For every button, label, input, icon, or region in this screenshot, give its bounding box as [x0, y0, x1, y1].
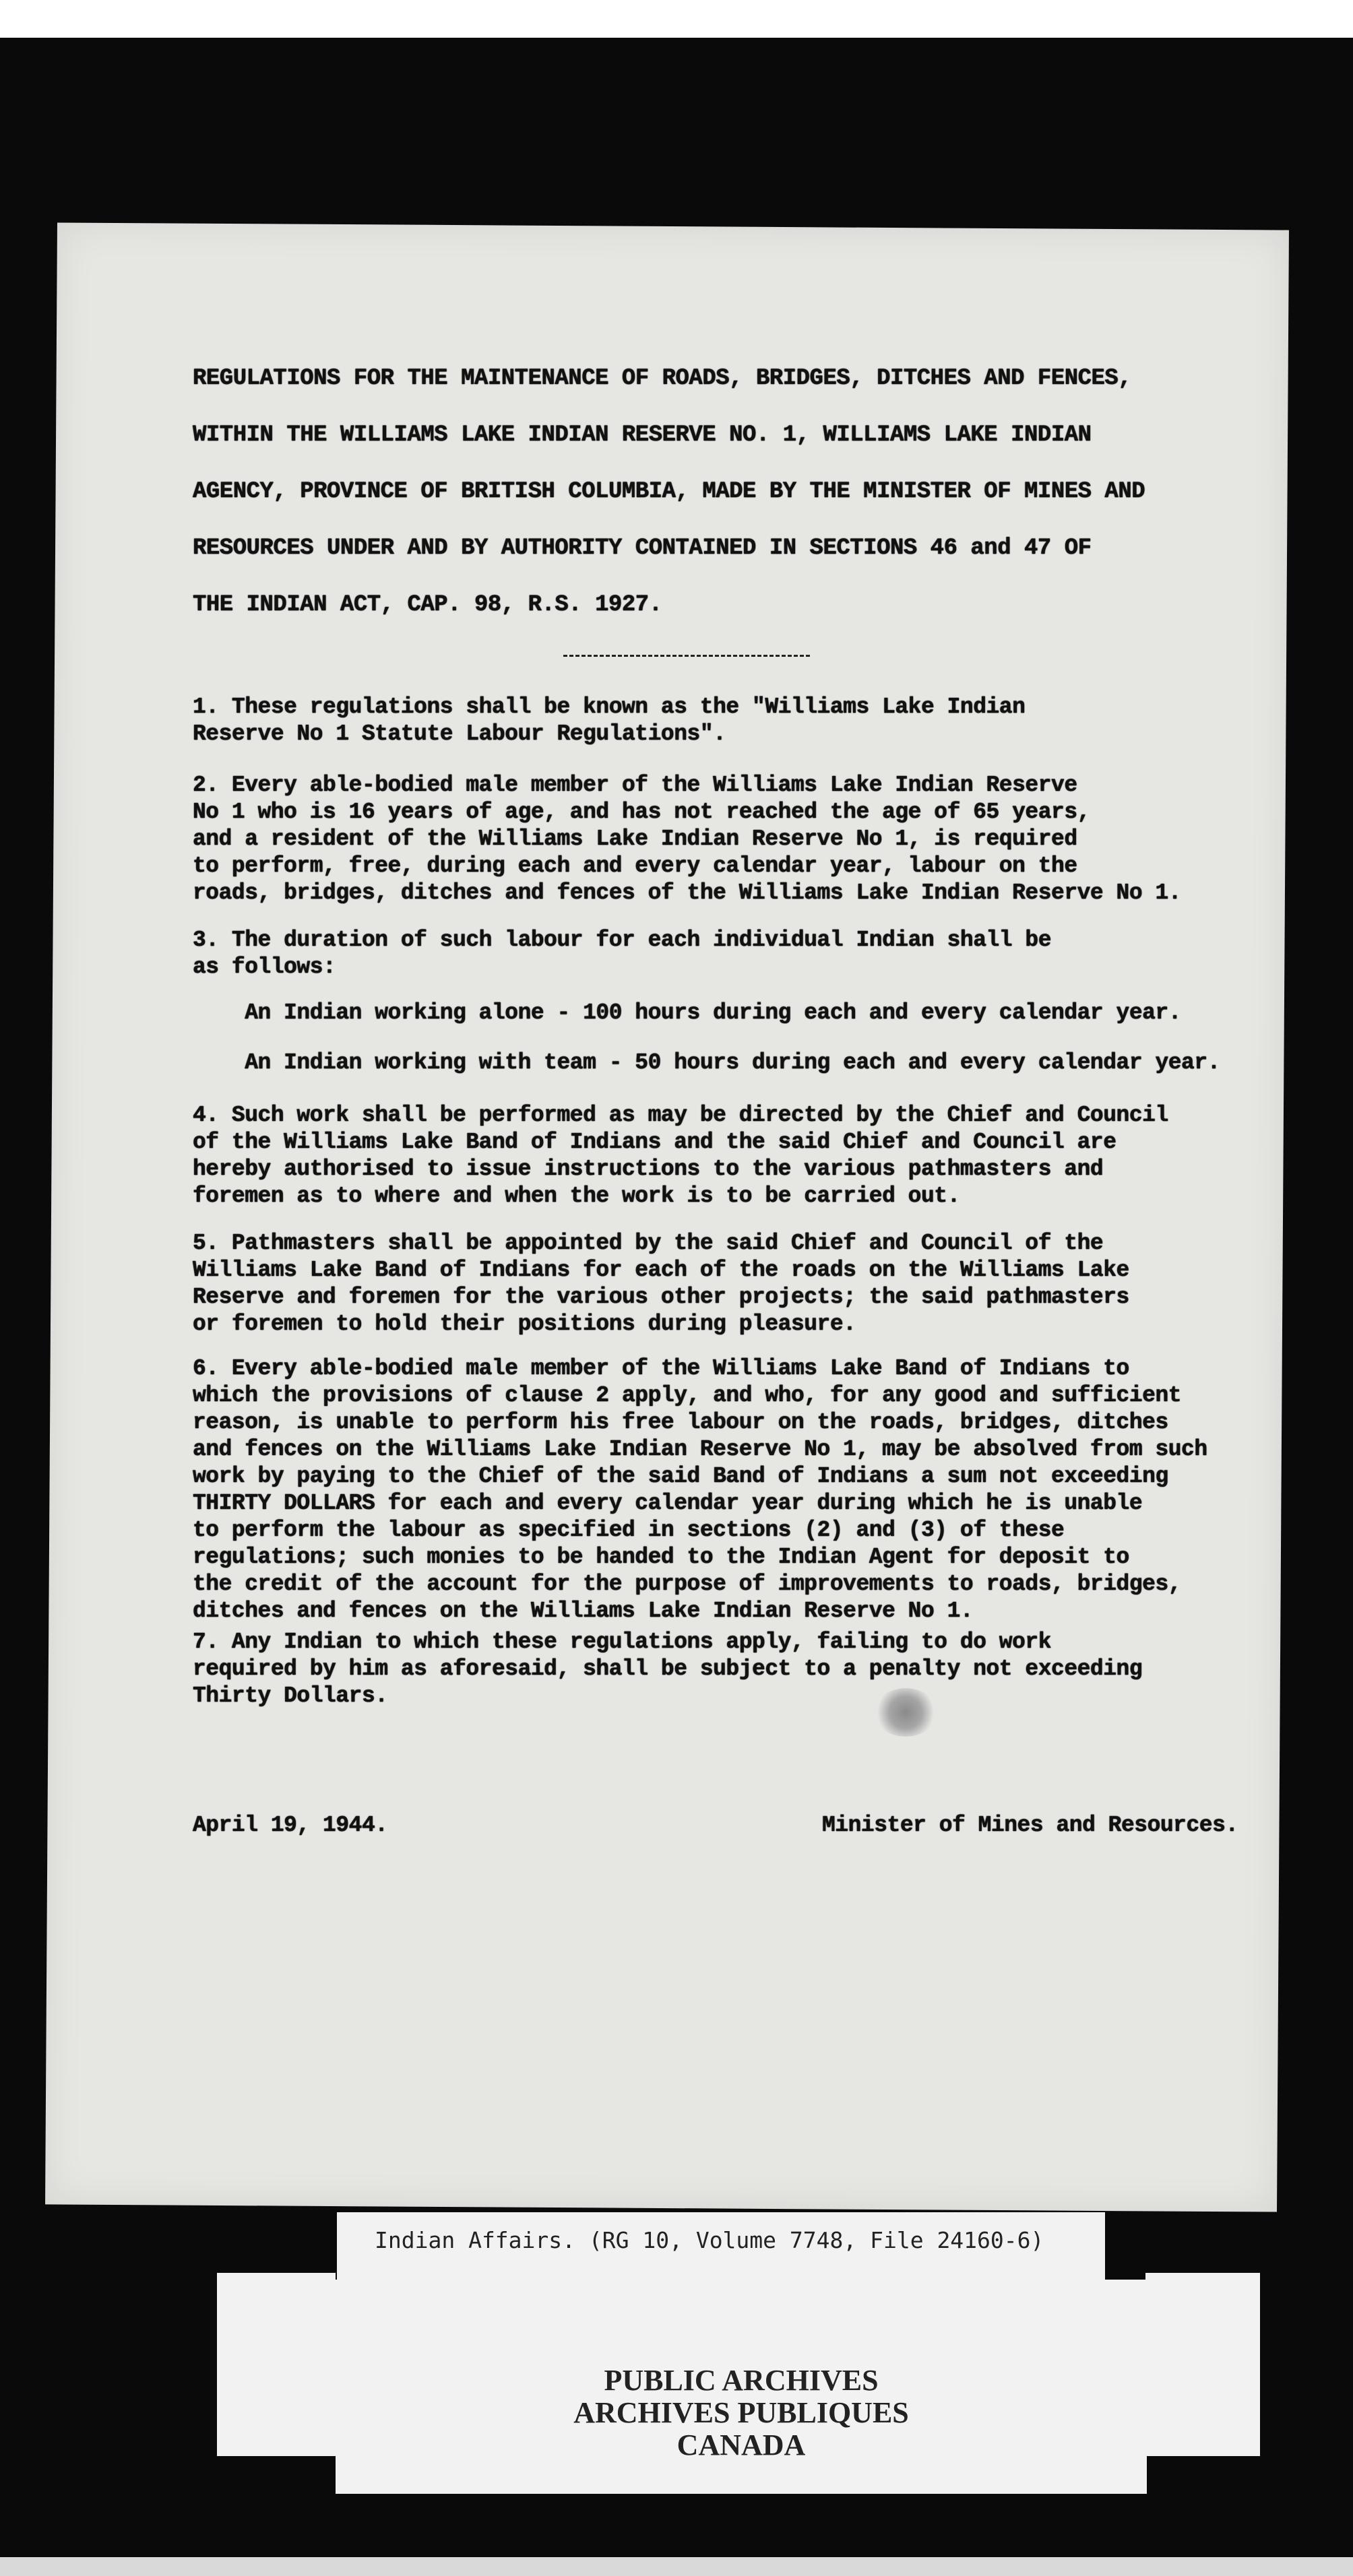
- clause-4-line-1: 4. Such work shall be performed as may be directed by the Chief and Council: [193, 1103, 1168, 1128]
- clause-2-line-2: No 1 who is 16 years of age, and has not reached the age of 65 years,: [193, 800, 1090, 825]
- clause-3-line-2: as follows:: [193, 955, 336, 979]
- clause-5-line-2: Williams Lake Band of Indians for each of the roads on the Williams Lake: [193, 1258, 1129, 1283]
- clause-5-line-3: Reserve and foremen for the various other projects; the said pathmasters: [193, 1285, 1129, 1310]
- clause-6-line-6: THIRTY DOLLARS for each and every calendar year during which he is unable: [193, 1491, 1143, 1516]
- film-edge-strip: [0, 2557, 1353, 2576]
- ink-blot: [873, 1688, 938, 1737]
- clause-6-line-8: regulations; such monies to be handed to the Indian Agent for deposit to: [193, 1545, 1129, 1570]
- clause-6-line-10: ditches and fences on the Williams Lake Indian Reserve No 1.: [193, 1599, 974, 1623]
- clause-6-line-7: to perform the labour as specified in sections (2) and (3) of these: [193, 1518, 1065, 1543]
- document-date: April 19, 1944.: [193, 1813, 388, 1838]
- archives-stamp-line-2: ARCHIVES PUBLIQUES: [573, 2396, 909, 2429]
- archives-stamp-line-1: PUBLIC ARCHIVES: [604, 2364, 879, 2397]
- clause-6-line-4: and fences on the Williams Lake Indian Reserve No 1, may be absolved from such: [193, 1437, 1207, 1462]
- clause-4-line-2: of the Williams Lake Band of Indians and the said Chief and Council are: [193, 1130, 1116, 1155]
- clause-4-line-4: foremen as to where and when the work is to be carried out.: [193, 1184, 960, 1209]
- clause-4-line-3: hereby authorised to issue instructions to the various pathmasters and: [193, 1157, 1104, 1182]
- title-line-5: THE INDIAN ACT, CAP. 98, R.S. 1927.: [193, 592, 662, 618]
- clause-7-line-2: required by him as aforesaid, shall be subject to a penalty not exceeding: [193, 1656, 1143, 1681]
- archives-stamp-line-3: CANADA: [676, 2428, 806, 2461]
- signatory: Minister of Mines and Resources.: [822, 1813, 1238, 1838]
- clause-2-line-4: to perform, free, during each and every calendar year, labour on the: [193, 854, 1077, 878]
- clause-7-line-3: Thirty Dollars.: [193, 1683, 388, 1708]
- clause-5-line-1: 5. Pathmasters shall be appointed by the said Chief and Council of the: [193, 1231, 1104, 1256]
- clause-3-line-1: 3. The duration of such labour for each individual Indian shall be: [193, 928, 1052, 953]
- clause-6-line-2: which the provisions of clause 2 apply, and who, for any good and sufficient: [193, 1383, 1182, 1408]
- clause-3-item-team: An Indian working with team - 50 hours during each and every calendar year.: [193, 1050, 1220, 1075]
- clause-1-line-1: 1. These regulations shall be known as the "Williams Lake Indian: [193, 695, 1026, 719]
- title-line-3: AGENCY, PROVINCE OF BRITISH COLUMBIA, MADE BY THE MINISTER OF MINES AND: [193, 479, 1145, 505]
- clause-5-line-4: or foremen to hold their positions during pleasure.: [193, 1312, 856, 1337]
- title-line-2: WITHIN THE WILLIAMS LAKE INDIAN RESERVE NO. 1, WILLIAMS LAKE INDIAN: [193, 422, 1092, 448]
- clause-6-line-9: the credit of the account for the purpose of improvements to roads, bridges,: [193, 1572, 1182, 1597]
- clause-1-line-2: Reserve No 1 Statute Labour Regulations".: [193, 721, 726, 746]
- clause-2-line-1: 2. Every able-bodied male member of the Williams Lake Indian Reserve: [193, 773, 1077, 798]
- title-line-4: RESOURCES UNDER AND BY AUTHORITY CONTAINED IN SECTIONS 46 and 47 OF: [193, 536, 1092, 561]
- title-line-1: REGULATIONS FOR THE MAINTENANCE OF ROADS, BRIDGES, DITCHES AND FENCES,: [193, 366, 1132, 391]
- clause-6-line-3: reason, is unable to perform his free labour on the roads, bridges, ditches: [193, 1410, 1168, 1435]
- clause-2-line-3: and a resident of the Williams Lake Indian Reserve No 1, is required: [193, 827, 1077, 851]
- clause-2-line-5: roads, bridges, ditches and fences of the Williams Lake Indian Reserve No 1.: [193, 880, 1182, 905]
- separator-rule: [563, 655, 810, 657]
- archive-reference: Indian Affairs. (RG 10, Volume 7748, File 24160-6): [375, 2227, 1044, 2253]
- clause-6-line-1: 6. Every able-bodied male member of the Williams Lake Band of Indians to: [193, 1356, 1129, 1381]
- clause-7-line-1: 7. Any Indian to which these regulations apply, failing to do work: [193, 1630, 1052, 1654]
- clause-3-item-alone: An Indian working alone - 100 hours during each and every calendar year.: [193, 1000, 1182, 1025]
- clause-6-line-5: work by paying to the Chief of the said Band of Indians a sum not exceeding: [193, 1464, 1168, 1489]
- archives-stamp: [336, 2364, 1147, 2461]
- archive-card-right-tab: [1145, 2273, 1260, 2456]
- archive-card-left-tab: [217, 2273, 336, 2456]
